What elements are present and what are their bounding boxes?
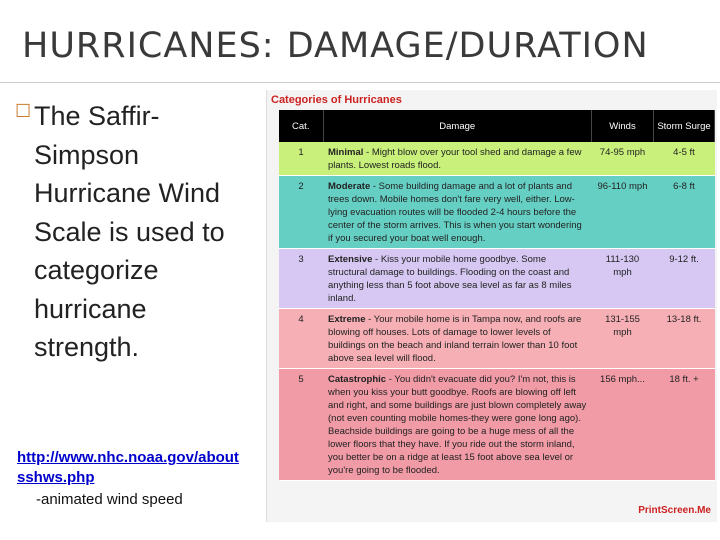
surge-cell: 18 ft. + — [654, 369, 715, 481]
damage-cell — [323, 176, 592, 249]
header-surge: Storm Surge — [654, 110, 715, 142]
winds-cell: 131-155 mph — [592, 309, 654, 369]
bullet-text: The Saffir-Simpson Hurricane Wind Scale is used to categorize hurricane strength. — [34, 101, 225, 362]
bullet-box-icon: ☐ — [15, 101, 32, 121]
header-winds: Winds — [592, 110, 654, 142]
table-row — [279, 369, 715, 481]
slide-title: HURRICANES: DAMAGE/DURATION — [22, 26, 649, 66]
table-row — [279, 309, 715, 369]
damage-text: - Your mobile home is in Tampa now, and roofs are blowing off houses. Lots of damage to lower levels of buildings on the beach and inland terrain lower than 10 foot above sea level will flood. — [328, 314, 582, 364]
surge-cell: 9-12 ft. — [654, 249, 715, 309]
damage-cell — [323, 309, 592, 369]
cat-cell: 3 — [279, 249, 323, 309]
surge-cell: 6-8 ft — [654, 176, 715, 249]
winds-cell: 156 mph... — [592, 369, 654, 481]
surge-cell: 4-5 ft — [654, 142, 715, 176]
winds-cell: 96-110 mph — [592, 176, 654, 249]
damage-text: - You didn't evacuate did you? I'm not, this is when you kiss your butt goodbye. Roofs are blowing off left and right, and some buildings are just blown completely away (not even counting mobile homes-they were gone long ago). Beachside buildings are going to be a huge mess of all the lower floors that they have. If you ride out the storm inland, you better be on a ridge at least 15 foot above sea level or you're going to be flooded. — [328, 374, 587, 476]
damage-text: - Some building damage and a lot of plants and trees down. Mobile homes don't fare very well, either. Low-lying evacuation routes will be flooded 2-4 hours before the center of the storm arrives. This is when you start wondering if you secured your boat well enough. — [328, 181, 582, 244]
link-note: -animated wind speed — [36, 491, 183, 508]
winds-cell: 111-130 mph — [592, 249, 654, 309]
winds-cell: 74-95 mph — [592, 142, 654, 176]
table-row — [279, 142, 715, 176]
cat-cell: 2 — [279, 176, 323, 249]
damage-text: - Kiss your mobile home goodbye. Some structural damage to buildings. Flooding on the coast and anything less than 5 foot above sea level as far as 8 miles inland. — [328, 254, 572, 304]
header-cat: Cat. — [279, 110, 323, 142]
table-header-row — [279, 110, 715, 142]
surge-cell: 13-18 ft. — [654, 309, 715, 369]
header-damage: Damage — [323, 110, 592, 142]
damage-cell — [323, 369, 592, 481]
table-row — [279, 249, 715, 309]
damage-heading: Extensive — [328, 254, 373, 265]
nhc-link[interactable]: http://www.nhc.noaa.gov/aboutsshws.php — [17, 449, 239, 486]
cat-cell: 5 — [279, 369, 323, 481]
damage-heading: Minimal — [328, 147, 364, 158]
damage-text: - Might blow over your tool shed and damage a few plants. Lowest roads flood. — [328, 147, 582, 171]
table-title: Categories of Hurricanes — [271, 94, 402, 106]
table-row — [279, 176, 715, 249]
watermark: PrintScreen.Me — [638, 505, 711, 516]
damage-cell — [323, 142, 592, 176]
title-divider — [0, 82, 720, 83]
hurricane-categories-screenshot — [266, 90, 717, 522]
damage-heading: Extreme — [328, 314, 366, 325]
damage-heading: Moderate — [328, 181, 371, 192]
damage-heading: Catastrophic — [328, 374, 387, 385]
damage-cell — [323, 249, 592, 309]
cat-cell: 1 — [279, 142, 323, 176]
hurricane-categories-table — [279, 110, 715, 481]
cat-cell: 4 — [279, 309, 323, 369]
